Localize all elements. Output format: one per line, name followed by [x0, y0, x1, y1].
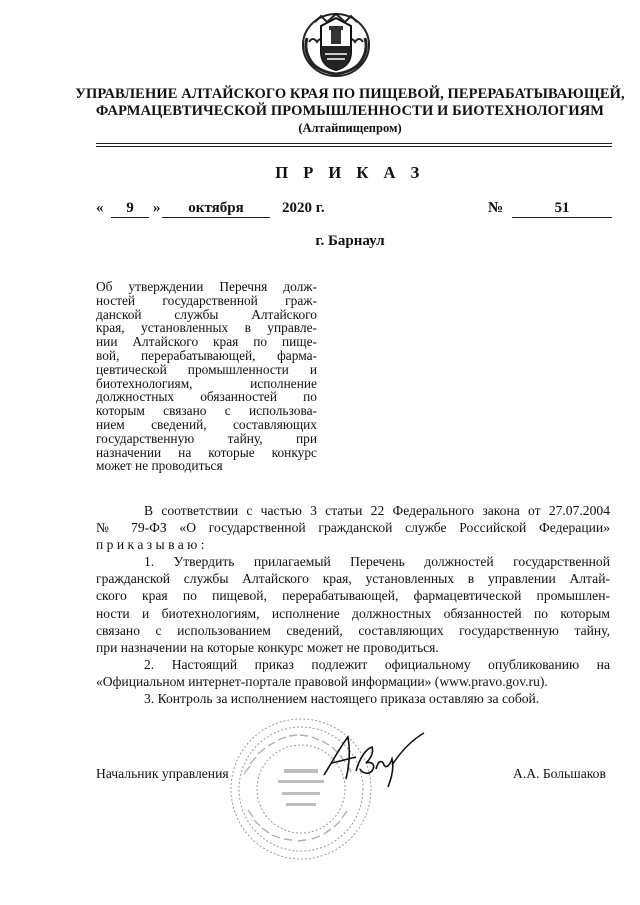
- coat-of-arms-icon: [301, 12, 371, 78]
- subject-block: [96, 280, 317, 473]
- subject-line: данской службы Алтайского: [96, 306, 317, 322]
- item-1-line: гражданской службы Алтайского края, установленных в управлении Алтай-: [96, 571, 610, 587]
- signer-name: А.А. Большаков: [513, 766, 606, 781]
- date-year: 2020 г.: [282, 200, 325, 216]
- subject-line: которым связано с использова-: [96, 403, 317, 419]
- order-word: приказываю:: [96, 537, 208, 553]
- subject-line: должностных обязанностей по: [96, 389, 317, 405]
- preamble-line: В соответствии с частью 3 статьи 22 Федерального закона от 27.07.2004: [144, 503, 610, 518]
- subject-line: цевтической промышленности и: [96, 361, 317, 377]
- subject-line: вой, перерабатывающей, фарма-: [96, 347, 317, 363]
- preamble-line: № 79-ФЗ «О государственной гражданской службе Российской Федерации»: [96, 520, 610, 536]
- subject-line: края, установленных в управле-: [96, 320, 317, 336]
- header-rule: [96, 143, 612, 144]
- signature-icon: [320, 729, 430, 791]
- subject-line: государственную тайну, при: [96, 430, 317, 446]
- signer-position: Начальник управления: [96, 766, 229, 781]
- org-name-line1: УПРАВЛЕНИЕ АЛТАЙСКОГО КРАЯ ПО ПИЩЕВОЙ, ПЕРЕРАБАТЫВАЮЩЕЙ,: [75, 86, 625, 102]
- subject-line: назначении на которые конкурс: [96, 444, 317, 460]
- item-2-line: 2. Настоящий приказ подлежит официальному опубликованию на: [144, 657, 610, 672]
- order-number: 51: [512, 200, 612, 218]
- item-1-line: 1. Утвердить прилагаемый Перечень должностей государственной: [144, 554, 610, 569]
- date-month: октября: [162, 200, 270, 218]
- preamble: [96, 502, 610, 554]
- item-3-line: 3. Контроль за исполнением настоящего приказа оставляю за собой.: [144, 691, 540, 706]
- subject-line: нии Алтайского края по пище-: [96, 334, 317, 350]
- header-rule-2: [96, 146, 612, 147]
- document-title: П Р И К А З: [275, 163, 425, 182]
- org-name-line2: ФАРМАЦЕВТИЧЕСКОЙ ПРОМЫШЛЕННОСТИ И БИОТЕХНОЛОГИЯМ: [95, 103, 605, 119]
- item-3: [96, 690, 610, 707]
- org-short-name: (Алтайпищепром): [298, 121, 402, 135]
- item-2-line: «Официальном интернет-портале правовой информации» (www.pravo.gov.ru).: [96, 674, 548, 690]
- date-close-quote: »: [153, 200, 161, 216]
- subject-line: нием сведений, составляющих: [96, 416, 317, 432]
- subject-line: может не проводиться: [96, 458, 223, 474]
- date-day: 9: [111, 200, 149, 218]
- date-open-quote: «: [96, 200, 104, 216]
- item-1-line: при назначении на которые конкурс может не проводиться.: [96, 639, 439, 655]
- item-1-line: ности и биотехнологиям, исполнение должностных обязанностей по которым: [96, 605, 610, 621]
- item-1-line: ского края по пищевой, перерабатывающей, фармацевтической промышлен-: [96, 588, 610, 604]
- item-1-line: связано с использованием сведений, составляющих государственную тайну,: [96, 622, 610, 638]
- subject-line: Об утверждении Перечня долж-: [96, 279, 317, 294]
- item-2: [96, 656, 610, 690]
- subject-line: биотехнологиям, исполнение: [96, 375, 317, 391]
- city: г. Барнаул: [315, 233, 385, 249]
- subject-line: ностей государственной граж-: [96, 292, 317, 308]
- number-label: №: [488, 200, 504, 216]
- item-1: [96, 553, 610, 656]
